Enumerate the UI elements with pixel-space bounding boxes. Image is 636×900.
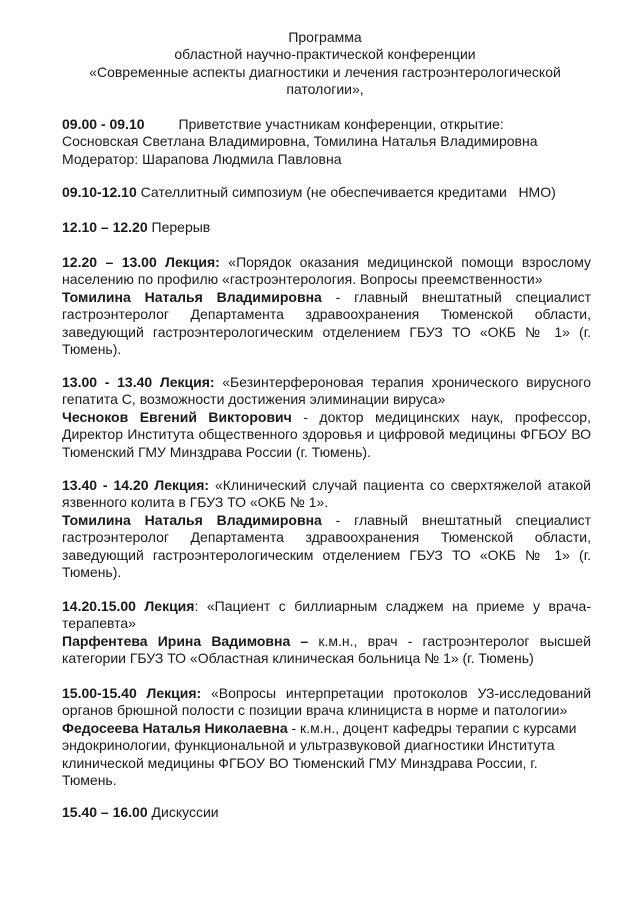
lecture-1 [62,254,591,358]
speaker-info: - главный внештатный специалист гастроэнтеролог Департамента здравоохранения Тюменской области, заведующий гастроэнтерологическим отделением ГБУЗ ТО «ОКБ № 1» (г. Тюмень). [62,288,591,358]
time: 09.00 - 09.10 [62,116,145,132]
discussion-block [62,804,591,821]
speaker-name: Парфентева Ирина Вадимовна – [62,632,309,649]
lecture-time: 15.00-15.40 Лекция: [62,685,202,701]
time: 15.40 – 16.00 [62,804,148,820]
moderator: Модератор: Шарапова Людмила Павловна [62,150,342,167]
speaker-name: Томилина Наталья Владимировна [62,511,322,528]
lecture-topic: «Вопросы интерпретации протоколов УЗ-исследований органов брюшной полости с позиции врача клинициста в норме и патологии» [62,685,592,719]
title-line: областной научно-практической конференции [174,46,476,63]
lecture-4 [62,598,591,668]
opening-text: Приветствие участникам конференции, открытие: [178,116,504,132]
speaker-info: - к.м.н., доцент кафедры терапии с курсами эндокринологии, функциональной и ультразвуковой диагностики Института клинической медицины ФГБОУ ВО Тюменский ГМУ Минздрава России, г. Тюмень. [62,719,577,789]
lecture-time: 12.20 – 13.00 Лекция: [62,254,220,270]
break-block [62,219,591,236]
lecture-5 [62,685,591,789]
lecture-topic: «Клинический случай пациента со сверхтяжелой атакой язвенного колита в ГБУЗ ТО «ОКБ № 1». [62,477,592,511]
lecture-topic: «Безинтерфероновая терапия хронического вирусного гепатита С, возможности достижения элиминации вируса» [62,374,591,408]
title-line: «Современные аспекты диагностики и лечения гастроэнтерологической патологии», [89,63,561,98]
time: 12.10 – 12.20 [62,219,148,235]
lecture-time: 13.40 - 14.20 Лекция: [62,477,210,493]
speaker-name: Томилина Наталья Владимировна [62,288,322,305]
opening-block [62,116,591,168]
satellite-text: Сателлитный симпозиум (не обеспечивается кредитами НМО) [140,184,556,200]
speaker-info: - доктор медицинских наук, профессор, Директор Института общественного здоровья и цифровой медицины ФГБОУ ВО Тюменский ГМУ Минздрава России (г. Тюмень). [62,408,591,460]
break-text: Перерыв [151,219,211,235]
speaker-info: - главный внештатный специалист гастроэнтеролог Департамента здравоохранения Тюменской области, заведующий гастроэнтерологическим отделением ГБУЗ ТО «ОКБ № 1» (г. Тюмень). [62,511,591,581]
satellite-block [62,184,591,201]
speaker-info: к.м.н., врач - гастроэнтеролог высшей категории ГБУЗ ТО «Областная клиническая больница № 1» (г. Тюмень) [62,632,591,667]
lecture-time: 13.00 - 13.40 Лекция: [62,374,215,390]
time: 09.10-12.10 [62,184,137,200]
speaker-name: Федосеева Наталья Николаевна [62,719,288,736]
document-title [40,29,610,99]
title-line: Программа [288,29,362,45]
lecture-2 [62,374,591,461]
lecture-time: 14.20.15.00 Лекция [62,598,195,614]
lecture-topic: «Порядок оказания медицинской помощи взрослому населению по профилю «гастроэнтерология. Вопросы преемственности» [62,254,592,288]
lecture-topic: : «Пациент с биллиарным сладжем на приеме у врача-терапевта» [62,598,591,632]
discussion-text: Дискуссии [151,804,219,820]
speaker-name: Чесноков Евгений Викторович [62,408,292,425]
opening-people: Сосновская Светлана Владимировна, Томилина Наталья Владимировна [62,133,538,150]
lecture-3 [62,477,591,581]
